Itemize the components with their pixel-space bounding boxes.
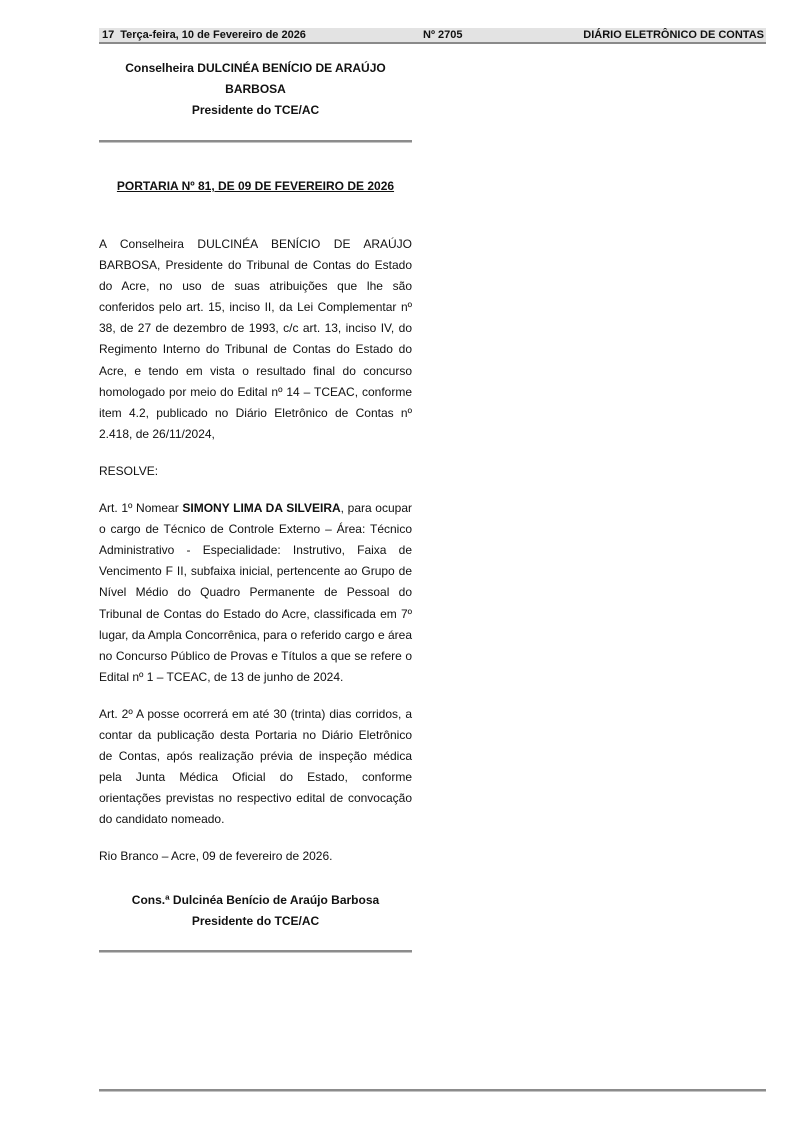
section-divider xyxy=(99,950,412,953)
signature-block xyxy=(99,890,412,932)
issue-number: Nº 2705 xyxy=(423,29,463,41)
previous-signature-role: Presidente do TCE/AC xyxy=(191,103,320,117)
article-2-paragraph: Art. 2º A posse ocorrerá em até 30 (trinta) dias corridos, a contar da publicação desta Portaria no Diário Eletrônico de Contas, após realização prévia de inspeção médica pela Junta Médica Oficial do Estado, conforme orientações previstas no respectivo edital de convocação do candidato nomeado. xyxy=(99,706,412,827)
place-date: Rio Branco – Acre, 09 de fevereiro de 2026. xyxy=(99,849,333,864)
page-footer-rule xyxy=(99,1089,766,1092)
article-1-prefix: Art. 1º Nomear xyxy=(99,501,183,516)
page-number: 17 xyxy=(102,29,115,41)
portaria-title: PORTARIA Nº 81, DE 09 DE FEVEREIRO DE 2026 xyxy=(116,179,395,193)
portaria-body xyxy=(99,234,412,868)
appointee-name: SIMONY LIMA DA SILVEIRA xyxy=(182,501,341,516)
page-header xyxy=(99,28,766,44)
resolve-heading: RESOLVE: xyxy=(99,463,159,478)
article-1-paragraph xyxy=(99,498,412,688)
previous-signature-name-line1: Conselheira DULCINÉA BENÍCIO DE ARAÚJO xyxy=(125,61,386,75)
article-1-text: , para ocupar o cargo de Técnico de Controle Externo – Área: Técnico Administrativo - Especialidade: Instrutivo, Faixa de Vencimento F II, subfaixa inicial, pertencente ao Grupo de Nível Médio do Quadro Permanente de Pessoal do Tribunal de Contas do Estado do Acre, classificada em 7º lugar, da Ampla Concorrênica, para o referido cargo e área no Concurso Público de Provas e Títulos a que se refere o Edital nº 1 – TCEAC, de 13 de junho de 2024. xyxy=(99,501,412,684)
signature-role: Presidente do TCE/AC xyxy=(191,914,320,928)
publication-name: DIÁRIO ELETRÔNICO DE CONTAS xyxy=(583,29,764,41)
preamble-paragraph: A Conselheira DULCINÉA BENÍCIO DE ARAÚJO BARBOSA, Presidente do Tribunal de Contas do Estado do Acre, no uso de suas atribuições que lhe são conferidos pelo art. 15, inciso II, da Lei Complementar nº 38, de 27 de dezembro de 1993, c/c art. 13, inciso IV, do Regimento Interno do Tribunal de Contas do Estado do Acre, e tendo em vista o resultado final do concurso homologado por meio do Edital nº 14 – TCEAC, conforme item 4.2, publicado no Diário Eletrônico de Contas nº 2.418, de 26/11/2024, xyxy=(99,237,412,441)
section-divider xyxy=(99,140,412,143)
previous-signature-name-line2: BARBOSA xyxy=(225,82,286,96)
previous-signature-block xyxy=(99,58,412,121)
signature-name: Cons.ª Dulcinéa Benício de Araújo Barbosa xyxy=(131,893,380,907)
publication-date: Terça-feira, 10 de Fevereiro de 2026 xyxy=(120,29,306,41)
header-date-block xyxy=(102,28,306,42)
